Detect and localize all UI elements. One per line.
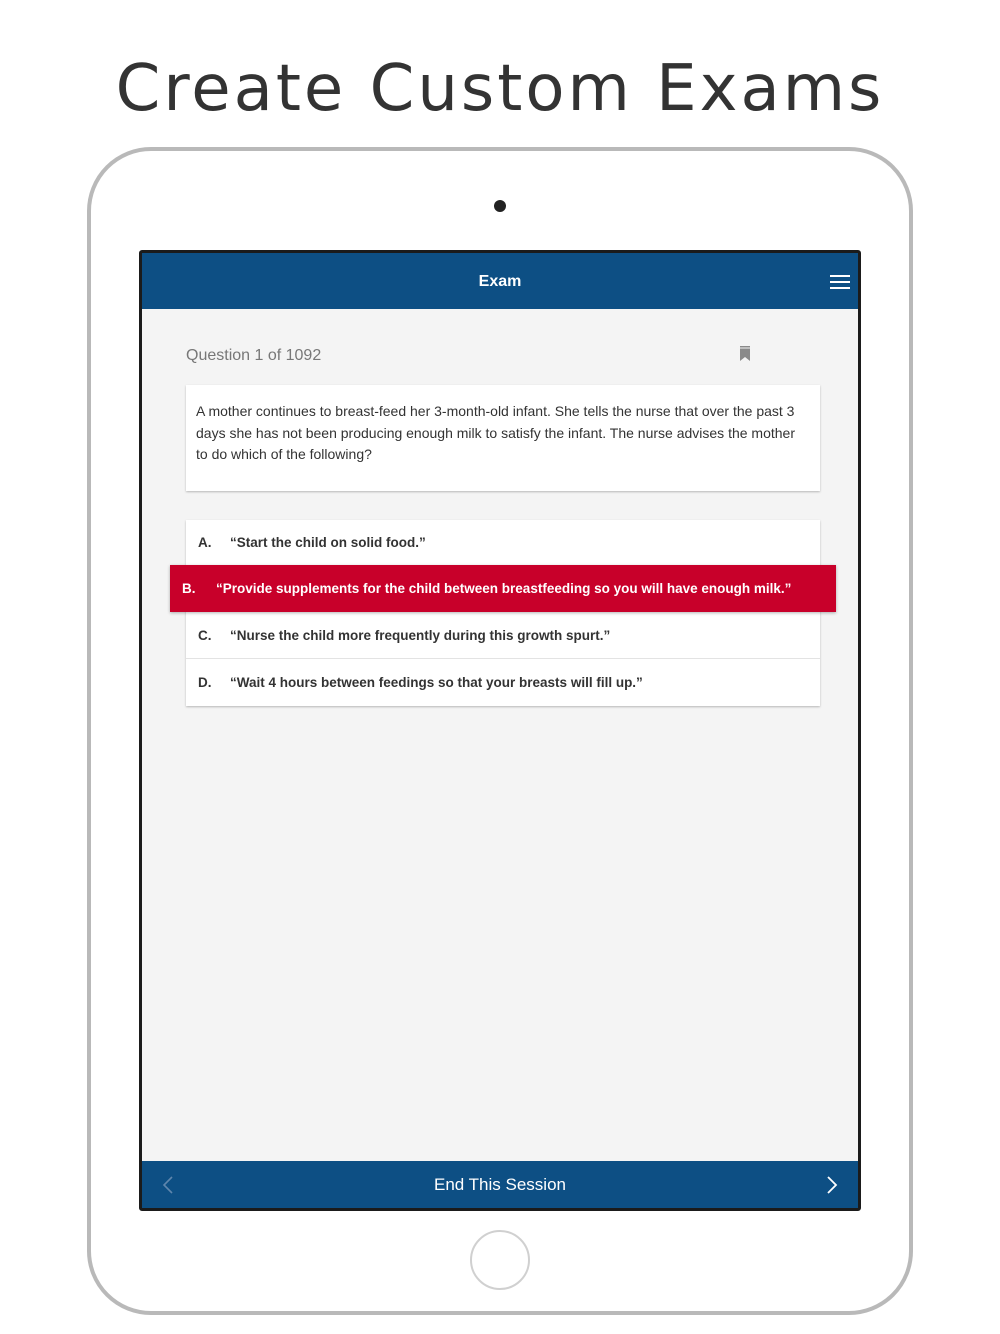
- answer-option-c[interactable]: [186, 613, 820, 659]
- answer-letter: C.: [198, 628, 212, 643]
- answer-text: “Wait 4 hours between feedings so that your breasts will fill up.”: [230, 675, 643, 690]
- chevron-right-icon[interactable]: [826, 1175, 838, 1195]
- answer-option-b-selected[interactable]: [170, 565, 836, 612]
- hamburger-menu-icon[interactable]: [830, 275, 850, 291]
- question-text: A mother continues to breast-feed her 3-month-old infant. She tells the nurse that over the past 3 days she has not been producing enough milk to satisfy the infant. The nurse advises the mother to do which of the following?: [196, 403, 795, 462]
- answer-option-a[interactable]: [186, 520, 820, 566]
- answer-text: “Start the child on solid food.”: [230, 535, 426, 550]
- end-session-button[interactable]: End This Session: [434, 1175, 566, 1194]
- bottom-bar: [142, 1161, 858, 1208]
- navbar: [142, 253, 858, 309]
- camera-dot: [494, 200, 506, 212]
- answer-option-d[interactable]: [186, 660, 820, 706]
- headline: Create Custom Exams: [115, 52, 885, 126]
- answer-list: [186, 520, 820, 706]
- home-button[interactable]: [470, 1230, 530, 1290]
- answer-letter: D.: [198, 675, 212, 690]
- app-screen: [139, 250, 861, 1211]
- bookmark-icon[interactable]: [740, 346, 750, 361]
- nav-title: Exam: [478, 273, 522, 290]
- answer-letter: A.: [198, 535, 212, 550]
- answer-text: “Provide supplements for the child between breastfeeding so you will have enough milk.”: [216, 581, 792, 596]
- answer-text: “Nurse the child more frequently during this growth spurt.”: [230, 628, 611, 643]
- question-counter: Question 1 of 1092: [186, 347, 322, 364]
- question-card: [186, 385, 820, 491]
- answer-letter: B.: [182, 581, 196, 596]
